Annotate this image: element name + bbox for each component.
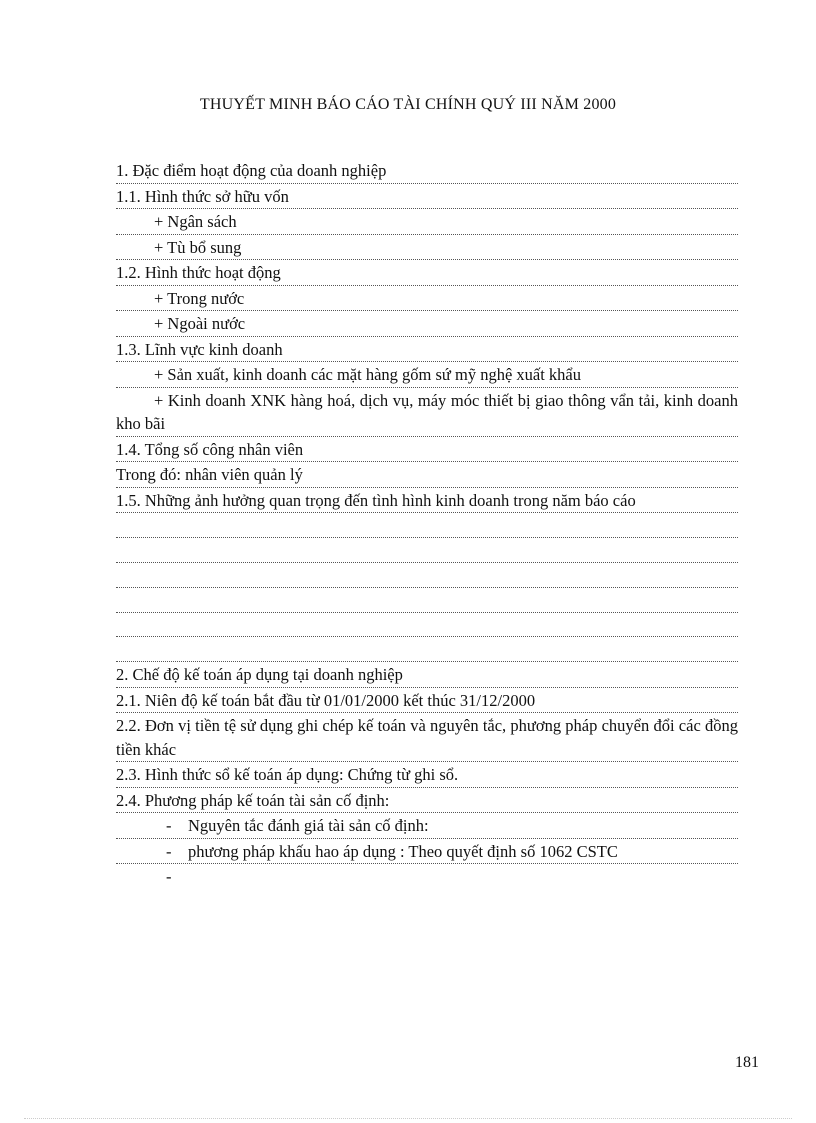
operation-item-domestic: + Trong nước [116,286,738,312]
section-2-heading: 2. Chế độ kế toán áp dụng tại doanh nghiệp [116,662,738,688]
blank-fill-line [116,538,738,563]
page-title: THUYẾT MINH BÁO CÁO TÀI CHÍNH QUÝ III NĂM 2000 [199,96,617,113]
section-1-3-heading: 1.3. Lĩnh vực kinh doanh [116,337,738,363]
section-2-1-line: 2.1. Niên độ kế toán bắt đầu từ 01/01/2000 kết thúc 31/12/2000 [116,688,738,714]
section-2-2-line: 2.2. Đơn vị tiền tệ sử dụng ghi chép kế toán và nguyên tắc, phương pháp chuyển đổi các đồng tiền khác [116,713,738,762]
blank-fill-line [116,613,738,638]
dash-bullet: - [166,867,172,887]
depreciation-method-text: phương pháp khấu hao áp dụng : Theo quyết định số 1062 CSTC [188,841,618,861]
dash-bullet: - [166,841,172,861]
blank-fill-line [116,513,738,538]
operation-item-foreign: + Ngoài nước [116,311,738,337]
asset-valuation-item [116,813,738,839]
blank-fill-line [116,588,738,613]
business-item-ceramics: + Sản xuất, kinh doanh các mặt hàng gốm sứ mỹ nghệ xuất khẩu [116,362,738,388]
section-1-1-heading: 1.1. Hình thức sở hữu vốn [116,184,738,210]
management-staff-line: Trong đó: nhân viên quản lý [116,462,738,488]
footer-divider [24,1118,792,1119]
page-number: 181 [735,1054,759,1071]
section-1-4-heading: 1.4. Tổng số công nhân viên [116,437,738,463]
blank-fill-line [116,637,738,662]
section-1-5-heading: 1.5. Những ảnh hưởng quan trọng đến tình hình kinh doanh trong năm báo cáo [116,488,738,514]
business-item-import-export: + Kinh doanh XNK hàng hoá, dịch vụ, máy móc thiết bị giao thông vẩn tải, kinh doanh kho bãi [116,388,738,437]
dash-bullet: - [166,816,172,836]
report-body [116,158,738,890]
section-1-2-heading: 1.2. Hình thức hoạt động [116,260,738,286]
ownership-item-budget: + Ngân sách [116,209,738,235]
blank-fill-line [116,563,738,588]
asset-valuation-text: Nguyên tắc đánh giá tài sản cố định: [188,816,429,836]
section-2-4-heading: 2.4. Phương pháp kế toán tài sản cố định: [116,788,738,814]
section-1-heading: 1. Đặc điểm hoạt động của doanh nghiệp [116,158,738,184]
ownership-item-self-funded: + Tù bổ sung [116,235,738,261]
depreciation-method-item [116,839,738,865]
section-2-3-line: 2.3. Hình thức sổ kế toán áp dụng: Chứng từ ghi sổ. [116,762,738,788]
empty-dash-item [116,864,738,890]
